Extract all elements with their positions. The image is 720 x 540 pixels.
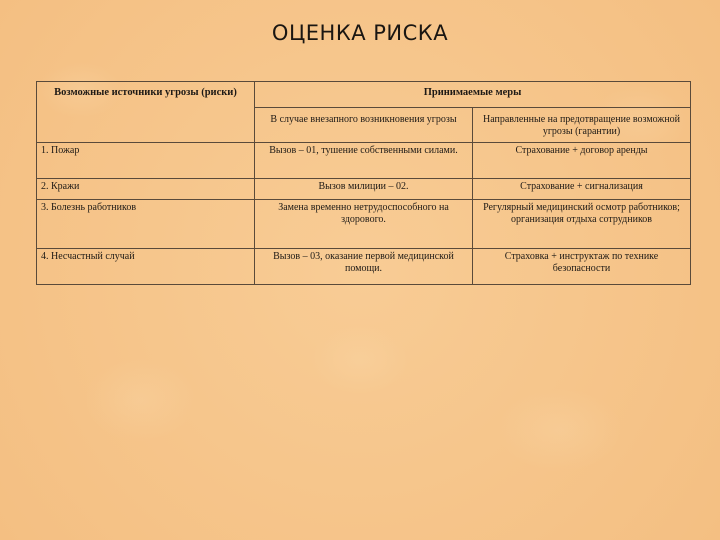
prevention-measure-cell: Страхование + сигнализация (473, 179, 691, 200)
risk-source-cell: 3. Болезнь работников (37, 200, 255, 249)
sudden-measure-cell: Вызов – 03, оказание первой медицинской помощи. (255, 249, 473, 285)
table-row (37, 249, 691, 285)
prevention-measure-cell: Регулярный медицинский осмотр работников; организация отдыха сотрудников (473, 200, 691, 249)
prevention-measure-cell: Страхование + договор аренды (473, 143, 691, 179)
table-row (37, 143, 691, 179)
risk-source-cell: 1. Пожар (37, 143, 255, 179)
risk-source-cell: 2. Кражи (37, 179, 255, 200)
header-prevention: Направленные на предотвращение возможной угрозы (гарантии) (473, 108, 691, 143)
table-header-row (37, 82, 691, 108)
sudden-measure-cell: Вызов милиции – 02. (255, 179, 473, 200)
slide-title: ОЦЕНКА РИСКА (271, 21, 449, 45)
prevention-measure-cell: Страховка + инструктаж по технике безопасности (473, 249, 691, 285)
header-measures: Принимаемые меры (255, 82, 691, 108)
sudden-measure-cell: Замена временно нетрудоспособного на здорового. (255, 200, 473, 249)
sudden-measure-cell: Вызов – 01, тушение собственными силами. (255, 143, 473, 179)
header-sources: Возможные источники угрозы (риски) (37, 82, 255, 143)
table-row (37, 179, 691, 200)
risk-table (36, 81, 691, 285)
header-sudden: В случае внезапного возникновения угрозы (255, 108, 473, 143)
table-row (37, 200, 691, 249)
risk-source-cell: 4. Несчастный случай (37, 249, 255, 285)
